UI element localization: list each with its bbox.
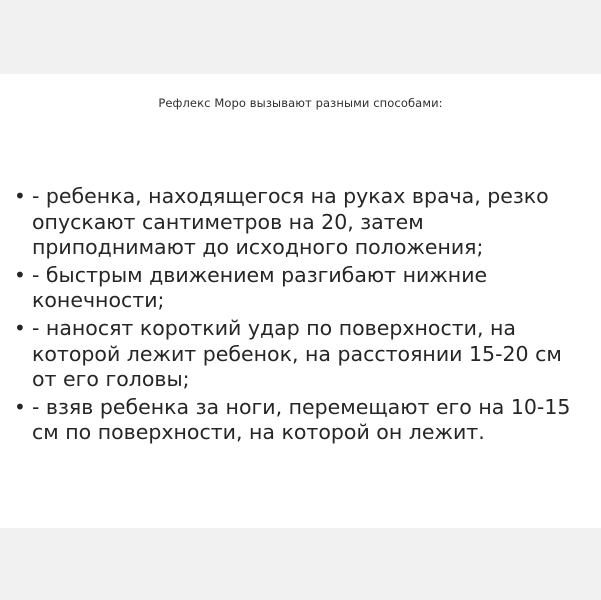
bullet-point-icon: • — [14, 184, 26, 208]
list-item-text: - ребенка, находящегося на руках врача, резко опускают сантиметров на 20, затем приподнимают до исходного положения; — [32, 184, 549, 260]
list-item-text: - быстрым движением разгибают нижние конечности; — [32, 262, 488, 313]
bullet-point-icon: • — [14, 394, 26, 419]
list-item-text: - наносят короткий удар по поверхности, на которой лежит ребенок, на расстоянии 15-20 см от его головы; — [32, 315, 562, 392]
bullet-list — [14, 184, 589, 448]
slide — [0, 74, 601, 528]
bullet-point-icon: • — [14, 262, 26, 287]
list-item — [14, 316, 589, 393]
list-item-text: - взяв ребенка за ноги, перемещают его на 10-15 см по поверхности, на которой он лежит. — [32, 394, 571, 445]
list-item — [14, 263, 589, 314]
list-item — [14, 395, 589, 446]
slide-title: Рефлекс Моро вызывают разными способами: — [158, 96, 443, 110]
bullet-point-icon: • — [14, 315, 26, 340]
list-item — [14, 184, 589, 261]
